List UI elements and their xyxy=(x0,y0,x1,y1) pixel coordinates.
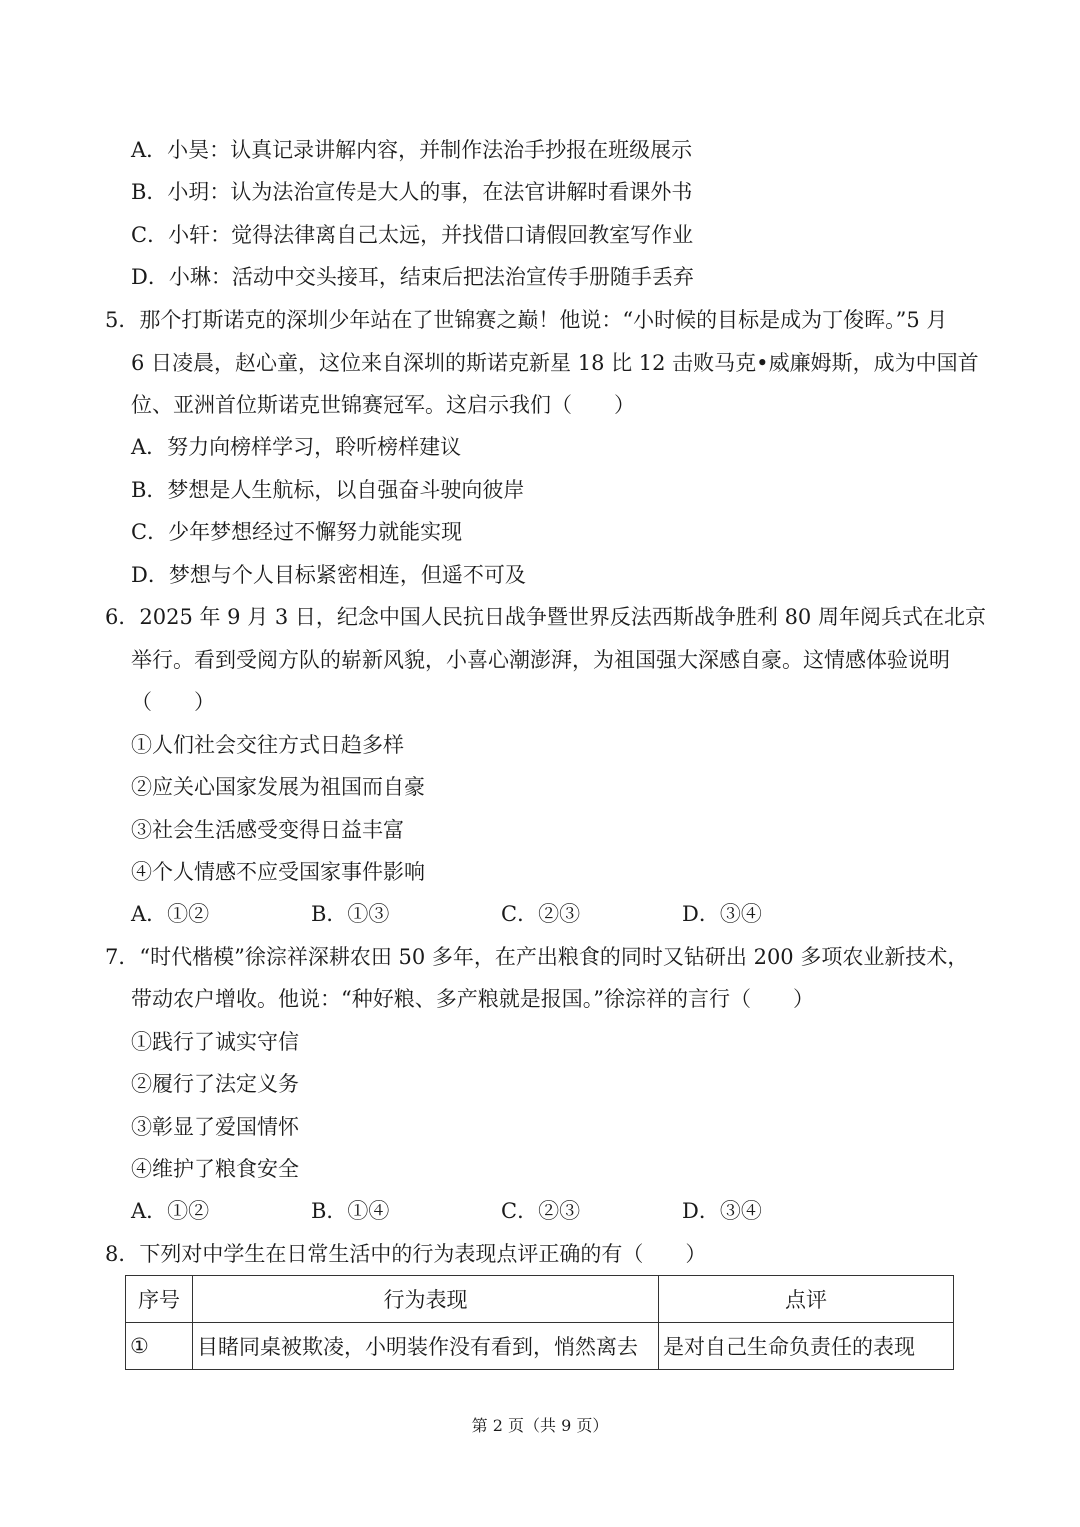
q5-option-a: A．努力向榜样学习，聆听榜样建议 xyxy=(131,435,462,459)
q6-choices xyxy=(0,900,1080,928)
q7-choice-d: D．③④ xyxy=(682,1199,762,1223)
table-header-cell: 点评 xyxy=(659,1276,954,1323)
table-cell: 是对自己生命负责任的表现 xyxy=(659,1323,954,1370)
q6-choice-b: B．①③ xyxy=(311,902,390,926)
q4-option-d: D．小琳：活动中交头接耳，结束后把法治宣传手册随手丢弃 xyxy=(131,265,694,289)
table-header-row xyxy=(126,1276,954,1323)
q8-stem: 8．下列对中学生在日常生活中的行为表现点评正确的有（ ） xyxy=(105,1242,707,1266)
q7-statement-1: ①践行了诚实守信 xyxy=(131,1030,299,1054)
q4-option-b: B．小玥：认为法治宣传是大人的事，在法官讲解时看课外书 xyxy=(131,180,693,204)
q7-choice-c: C．②③ xyxy=(501,1199,581,1223)
q5-option-c: C．少年梦想经过不懈努力就能实现 xyxy=(131,520,463,544)
q7-statement-4: ④维护了粮食安全 xyxy=(131,1157,299,1181)
q8-table xyxy=(125,1275,954,1370)
q7-stem-line-2: 带动农户增收。他说：“种好粮、多产粮就是报国。”徐淙祥的言行（ ） xyxy=(131,987,814,1011)
q5-stem-line-2: 6 日凌晨，赵心童，这位来自深圳的斯诺克新星 18 比 12 击败马克•威廉姆斯，成为中国首 xyxy=(131,351,979,375)
q5-option-d: D．梦想与个人目标紧密相连，但遥不可及 xyxy=(131,563,526,587)
q6-choice-d: D．③④ xyxy=(682,902,762,926)
q6-statement-1: ①人们社会交往方式日趋多样 xyxy=(131,733,404,757)
q6-stem-line-3: （ ） xyxy=(131,690,215,714)
q5-stem-line-1: 5．那个打斯诺克的深圳少年站在了世锦赛之巅！他说：“小时候的目标是成为丁俊晖。”5 月 xyxy=(105,308,948,332)
page-footer: 第 2 页（共 9 页） xyxy=(471,1416,609,1435)
q6-statement-3: ③社会生活感受变得日益丰富 xyxy=(131,818,404,842)
q7-stem-line-1: 7．“时代楷模”徐淙祥深耕农田 50 多年，在产出粮食的同时又钻研出 200 多项农业新技术， xyxy=(105,945,969,969)
table-header-cell: 序号 xyxy=(126,1276,193,1323)
q4-option-a: A．小昊：认真记录讲解内容，并制作法治手抄报在班级展示 xyxy=(131,138,693,162)
q7-choices xyxy=(0,1197,1080,1225)
q4-option-c: C．小轩：觉得法律离自己太远，并找借口请假回教室写作业 xyxy=(131,223,694,247)
q7-statement-3: ③彰显了爱国情怀 xyxy=(131,1115,299,1139)
table-cell: 目睹同桌被欺凌，小明装作没有看到，悄然离去 xyxy=(193,1323,659,1370)
q6-statement-2: ②应关心国家发展为祖国而自豪 xyxy=(131,775,425,799)
q6-statement-4: ④个人情感不应受国家事件影响 xyxy=(131,860,425,884)
q7-choice-b: B．①④ xyxy=(311,1199,390,1223)
q5-stem-line-3: 位、亚洲首位斯诺克世锦赛冠军。这启示我们（ ） xyxy=(131,393,635,417)
table-cell: ① xyxy=(126,1323,193,1370)
table-header-cell: 行为表现 xyxy=(193,1276,659,1323)
q7-choice-a: A．①② xyxy=(131,1199,210,1223)
q6-choice-a: A．①② xyxy=(131,902,210,926)
q7-statement-2: ②履行了法定义务 xyxy=(131,1072,299,1096)
q6-stem-line-1: 6．2025 年 9 月 3 日，纪念中国人民抗日战争暨世界反法西斯战争胜利 80 周年阅兵式在北京 xyxy=(105,605,986,629)
q6-choice-c: C．②③ xyxy=(501,902,581,926)
table-row xyxy=(126,1323,954,1370)
q6-stem-line-2: 举行。看到受阅方队的崭新风貌，小喜心潮澎湃，为祖国强大深感自豪。这情感体验说明 xyxy=(131,648,950,672)
q5-option-b: B．梦想是人生航标，以自强奋斗驶向彼岸 xyxy=(131,478,525,502)
